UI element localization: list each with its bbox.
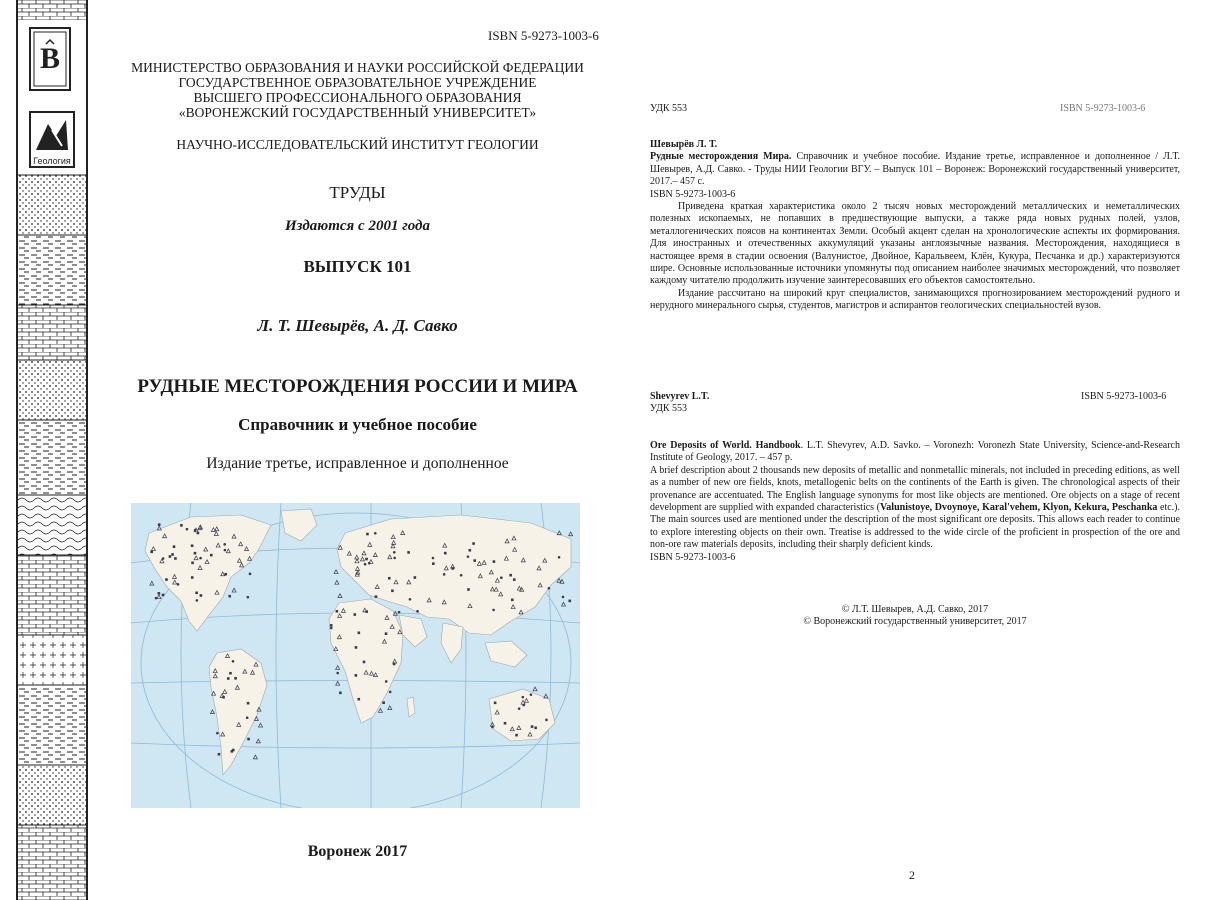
deposit-marker bbox=[191, 562, 194, 565]
geology-border-strip bbox=[16, 0, 88, 900]
deposit-marker bbox=[194, 552, 197, 555]
udk-code: УДК 553 bbox=[650, 103, 688, 114]
deposit-marker bbox=[467, 555, 470, 558]
deposit-marker bbox=[246, 716, 249, 719]
deposit-marker bbox=[229, 672, 232, 675]
deposit-marker bbox=[158, 523, 161, 526]
deposit-marker bbox=[355, 646, 358, 649]
deposit-marker bbox=[364, 563, 367, 566]
book-title: РУДНЫЕ МЕСТОРОЖДЕНИЯ РОССИИ И МИРА bbox=[137, 376, 578, 397]
rock-pattern-graphic bbox=[18, 0, 86, 900]
deposit-marker bbox=[232, 660, 235, 663]
deposit-marker bbox=[494, 702, 497, 705]
ru-abstract-paragraph: Издание рассчитано на широкий круг специалистов, занимающихся прогнозированием месторождений рудного и нерудного минерального сырья, студентов, магистров и аспирантов геологических специальностей вузов. bbox=[650, 287, 1180, 312]
en-bibliography: . L.T. Shevyrev, A.D. Savko. – Voronezh: Voronezh State University, Science-and-Research Institute of Geology, 2017. – 457 p. bbox=[650, 440, 1180, 464]
deposit-marker bbox=[416, 610, 419, 613]
deposit-marker bbox=[568, 600, 571, 603]
deposit-marker bbox=[247, 738, 250, 741]
deposit-marker bbox=[200, 594, 203, 597]
deposit-marker bbox=[173, 545, 176, 548]
deposit-marker bbox=[492, 609, 495, 612]
deposit-marker bbox=[330, 624, 333, 627]
deposit-marker bbox=[186, 528, 189, 531]
deposit-marker bbox=[336, 610, 339, 613]
deposit-marker bbox=[385, 680, 388, 683]
institute-name: НАУЧНО-ИССЛЕДОВАТЕЛЬСКИЙ ИНСТИТУТ ГЕОЛОГИИ bbox=[176, 137, 539, 152]
ru-author: Шевырёв Л. Т. bbox=[650, 139, 718, 150]
deposit-marker bbox=[414, 576, 417, 579]
en-title: Ore Deposits of World. Handbook bbox=[650, 440, 801, 451]
deposit-marker bbox=[504, 722, 507, 725]
deposit-marker bbox=[530, 693, 533, 696]
deposit-marker bbox=[358, 631, 361, 634]
deposit-marker bbox=[385, 632, 388, 635]
copyright-line: © Л.Т. Шевырев, А.Д. Савко, 2017 bbox=[841, 604, 989, 615]
deposit-marker bbox=[195, 591, 198, 594]
deposit-marker bbox=[330, 627, 333, 630]
ministry-line: МИНИСТЕРСТВО ОБРАЗОВАНИЯ И НАУКИ РОССИЙСКОЙ ФЕДЕРАЦИИ bbox=[131, 60, 584, 75]
deposit-marker bbox=[366, 533, 369, 536]
deposit-marker bbox=[531, 725, 534, 728]
deposit-marker bbox=[224, 549, 227, 552]
english-annotation bbox=[650, 440, 1180, 564]
ministry-line: «ВОРОНЕЖСКИЙ ГОСУДАРСТВЕННЫЙ УНИВЕРСИТЕТ» bbox=[178, 105, 537, 120]
deposit-marker bbox=[234, 677, 237, 680]
series-title: ТРУДЫ bbox=[329, 183, 386, 202]
deposit-marker bbox=[375, 595, 378, 598]
deposit-marker bbox=[388, 577, 391, 580]
en-abstract-text: A brief description about 2 thousands new deposits of metallic and nonmetallic minerals, not included in preceding editions, as well as a number of new ore fields, knots, metallogenic belts on the continents of the Earth is given. The chronological aspects of their provenance are accentuated. The English language synonyms for most like objects are mentioned. Ore objects on a stage of recent development are supplied with expanded characteristics ( bbox=[650, 464, 1180, 514]
deposit-marker bbox=[216, 732, 219, 735]
world-deposits-map bbox=[131, 503, 580, 808]
en-isbn: ISBN 5-9273-1003-6 bbox=[650, 551, 736, 563]
deposit-marker bbox=[191, 544, 194, 547]
deposit-marker bbox=[180, 524, 183, 527]
russian-annotation bbox=[650, 139, 1180, 313]
deposit-marker bbox=[382, 701, 385, 704]
deposit-marker bbox=[197, 532, 200, 535]
deposit-marker bbox=[558, 556, 561, 559]
deposit-marker bbox=[432, 562, 435, 565]
deposit-marker bbox=[493, 560, 496, 563]
deposit-marker bbox=[393, 551, 396, 554]
deposit-marker bbox=[500, 576, 503, 579]
deposit-marker bbox=[353, 613, 356, 616]
deposit-marker bbox=[150, 550, 153, 553]
deposit-marker bbox=[191, 576, 194, 579]
deposit-marker bbox=[210, 554, 213, 557]
deposit-marker bbox=[443, 573, 446, 576]
deposit-marker bbox=[513, 578, 516, 581]
deposit-marker bbox=[199, 557, 202, 560]
deposit-marker bbox=[491, 726, 494, 729]
deposit-marker bbox=[224, 573, 227, 576]
deposit-marker bbox=[432, 557, 435, 560]
deposit-marker bbox=[196, 599, 199, 602]
deposit-marker bbox=[218, 753, 221, 756]
ru-bibliography: Справочник и учебное пособие. Издание третье, исправленное и дополненное / Л.Т. Шевырев, А.Д. Савко. - Труды НИИ Геологии ВГУ. – Выпуск 101 – Воронеж: Воронежский государственный университет, 2017.– 457 с. bbox=[650, 151, 1180, 188]
deposit-marker bbox=[249, 573, 252, 576]
en-isbn-header: ISBN 5-9273-1003-6 bbox=[1081, 391, 1167, 402]
right-isbn: ISBN 5-9273-1003-6 bbox=[1060, 103, 1146, 114]
deposit-marker bbox=[451, 567, 454, 570]
deposit-marker bbox=[169, 555, 172, 558]
book-authors: Л. Т. Шевырёв, А. Д. Савко bbox=[257, 316, 458, 335]
deposit-marker bbox=[355, 674, 358, 677]
deposit-marker bbox=[548, 587, 551, 590]
ministry-line: ВЫСШЕГО ПРОФЕССИОНАЛЬНОГО ОБРАЗОВАНИЯ bbox=[193, 90, 522, 105]
en-deposit-names: Valunistoye, Dvoynoye, Karal'vehem, Klyon, Kekura, Peschanka bbox=[880, 502, 1158, 514]
svg-text:B: B bbox=[39, 42, 61, 75]
ru-isbn: ISBN 5-9273-1003-6 bbox=[650, 188, 736, 200]
deposit-marker bbox=[545, 719, 548, 722]
book-subtitle: Справочник и учебное пособие bbox=[238, 415, 477, 434]
deposit-marker bbox=[171, 553, 174, 556]
logo-caption: Геология bbox=[33, 156, 71, 166]
deposit-marker bbox=[231, 750, 234, 753]
copyright-line: © Воронежский государственный университет, 2017 bbox=[803, 616, 1027, 628]
deposit-marker bbox=[398, 611, 401, 614]
deposit-marker bbox=[389, 691, 392, 694]
deposit-marker bbox=[223, 543, 226, 546]
deposit-marker bbox=[473, 559, 476, 562]
deposit-marker bbox=[158, 592, 161, 595]
deposit-marker bbox=[509, 574, 512, 577]
en-udk-code: УДК 553 bbox=[650, 403, 688, 414]
deposit-marker bbox=[515, 734, 518, 737]
deposit-marker bbox=[162, 594, 165, 597]
deposit-marker bbox=[391, 589, 394, 592]
edition-note: Издание третье, исправленное и дополненное bbox=[206, 455, 509, 472]
copyright-block bbox=[650, 604, 1180, 629]
deposit-marker bbox=[227, 677, 230, 680]
deposit-marker bbox=[247, 596, 250, 599]
ministry-header bbox=[100, 60, 615, 120]
deposit-marker bbox=[511, 599, 514, 602]
deposit-marker bbox=[472, 542, 475, 545]
page-number: 2 bbox=[909, 868, 915, 882]
en-abstract-text: etc.). The main sources used are mentioned under the description of the most significant ore deposits. This allows each reader to continue to explore interesting objects on their own. Treatise is addressed to the wide circle of the proficient in prospection of the ore and non-ore raw materials deposits, including their sharply deficient kinds. bbox=[650, 502, 1180, 551]
deposit-marker bbox=[467, 588, 470, 591]
deposit-marker bbox=[469, 549, 472, 552]
deposit-marker bbox=[409, 598, 412, 601]
deposit-marker bbox=[522, 696, 525, 699]
deposit-marker bbox=[174, 557, 177, 560]
deposit-marker bbox=[518, 707, 521, 710]
deposit-marker bbox=[177, 583, 180, 586]
left-isbn: ISBN 5-9273-1003-6 bbox=[488, 28, 599, 43]
ministry-line: ГОСУДАРСТВЕННОЕ ОБРАЗОВАТЕЛЬНОЕ УЧРЕЖДЕНИЕ bbox=[178, 75, 537, 90]
deposit-marker bbox=[407, 551, 410, 554]
ru-abstract-paragraph: Приведена краткая характеристика около 2 тысяч новых месторождений металлических и неметаллических полезных ископаемых, не попавших в предшествующие выпуски, а также ряда новых рудных полей, узлов, металлогенических поясов на континентах Земли. Особый акцент сделан на хронологические аспекты их формирования. Для иностранных и отечественных аккумуляций указаны англоязычные названия. Месторождения, находящиеся в настоящее время в стадии освоения (Валунистое, Двойное, Каральвеем, Клён, Кукура, Песчанка и др.) характеризуются шире. Основные использованные источники упомянуты под описанием наиболее значимых месторождений, что позволяет каждому читателю продолжить изучение заинтересовавших его объектов самостоятельно. bbox=[650, 201, 1180, 287]
deposit-marker bbox=[374, 532, 377, 535]
issue-number: ВЫПУСК 101 bbox=[303, 257, 412, 276]
deposit-marker bbox=[247, 702, 250, 705]
deposit-marker bbox=[444, 552, 447, 555]
deposit-marker bbox=[336, 672, 339, 675]
deposit-marker bbox=[165, 578, 168, 581]
deposit-marker bbox=[393, 663, 396, 666]
deposit-marker bbox=[562, 596, 565, 599]
deposit-marker bbox=[363, 661, 366, 664]
en-author: Shevyrev L.T. bbox=[650, 391, 710, 402]
deposit-marker bbox=[460, 574, 463, 577]
deposit-marker bbox=[393, 557, 396, 560]
deposit-marker bbox=[194, 529, 197, 532]
ru-title: Рудные месторождения Мира. bbox=[650, 151, 792, 163]
university-logo-icon bbox=[30, 28, 70, 90]
published-since: Издаются с 2001 года bbox=[285, 218, 430, 234]
deposit-marker bbox=[357, 698, 360, 701]
deposit-marker bbox=[228, 595, 231, 598]
deposit-marker bbox=[339, 692, 342, 695]
city-year: Воронеж 2017 bbox=[307, 843, 408, 860]
deposit-marker bbox=[534, 726, 537, 729]
deposit-marker bbox=[365, 558, 368, 561]
